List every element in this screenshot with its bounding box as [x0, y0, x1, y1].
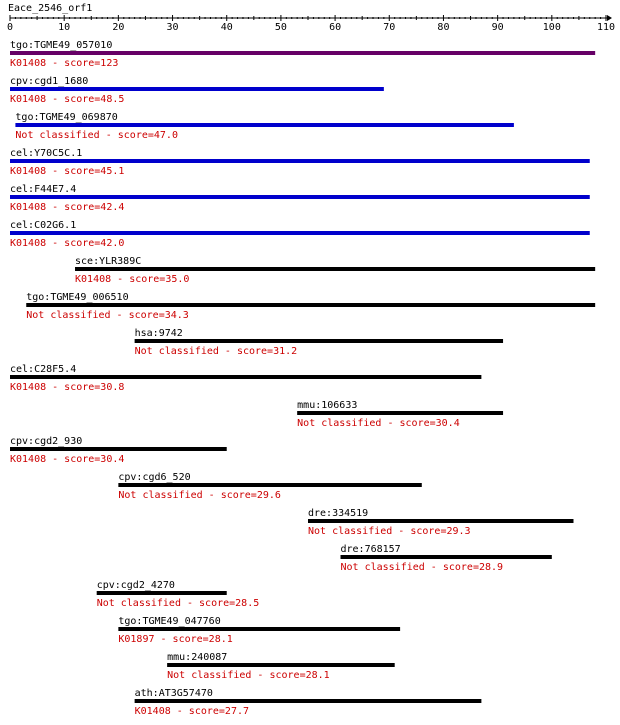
hit-row[interactable] — [15, 112, 513, 141]
hit-score: K01408 - score=35.0 — [75, 274, 190, 285]
hit-name[interactable]: cel:F44E7.4 — [10, 184, 77, 195]
axis-tick-label: 80 — [437, 22, 450, 33]
axis-tick-label: 110 — [596, 22, 616, 33]
hit-bar[interactable] — [341, 555, 552, 559]
hit-name[interactable]: cel:C28F5.4 — [10, 364, 77, 375]
hit-bar[interactable] — [118, 483, 421, 487]
hit-bar[interactable] — [10, 87, 384, 91]
hit-bar[interactable] — [26, 303, 595, 307]
axis-tick-label: 50 — [274, 22, 287, 33]
query-axis — [7, 15, 615, 33]
hit-row[interactable] — [167, 652, 395, 681]
hit-name[interactable]: cpv:cgd6_520 — [118, 472, 191, 483]
hit-bar[interactable] — [297, 411, 503, 415]
hit-bar[interactable] — [15, 123, 513, 127]
axis-tick-label: 10 — [58, 22, 71, 33]
hit-bar[interactable] — [167, 663, 395, 667]
hit-row[interactable] — [26, 292, 595, 321]
hit-row[interactable] — [135, 688, 482, 717]
hit-name[interactable]: hsa:9742 — [134, 328, 183, 339]
hit-score: Not classified - score=29.6 — [118, 490, 281, 501]
hit-row[interactable] — [10, 184, 590, 213]
hit-row[interactable] — [10, 220, 590, 249]
hit-name[interactable]: cel:Y70C5C.1 — [10, 148, 83, 159]
axis-tick-label: 40 — [220, 22, 233, 33]
hit-row[interactable] — [75, 256, 595, 285]
hit-row[interactable] — [10, 436, 227, 465]
hit-row[interactable] — [135, 328, 503, 357]
hit-row[interactable] — [10, 364, 481, 393]
hit-score: Not classified - score=29.3 — [308, 526, 471, 537]
hit-list — [10, 40, 595, 717]
hit-score: Not classified - score=28.5 — [96, 598, 260, 609]
axis-tick-label: 70 — [383, 22, 396, 33]
hit-name[interactable]: tgo:TGME49_006510 — [26, 292, 129, 303]
hit-bar[interactable] — [10, 51, 595, 55]
hit-score: K01408 - score=48.5 — [10, 94, 125, 105]
hit-name[interactable]: cpv:cgd2_930 — [10, 436, 83, 447]
hit-bar[interactable] — [10, 231, 590, 235]
query-title: Eace_2546_orf1 — [8, 3, 93, 14]
hit-name[interactable]: mmu:106633 — [297, 400, 358, 411]
hit-score: K01408 - score=45.1 — [10, 166, 125, 177]
hit-score: K01408 - score=27.7 — [134, 706, 250, 717]
hit-name[interactable]: sce:YLR389C — [75, 256, 142, 267]
axis-tick-label: 30 — [166, 22, 179, 33]
hit-name[interactable]: tgo:TGME49_069870 — [15, 112, 118, 123]
hit-bar[interactable] — [10, 159, 590, 163]
hit-name[interactable]: mmu:240087 — [167, 652, 228, 663]
hit-row[interactable] — [10, 148, 590, 177]
hit-bar[interactable] — [308, 519, 573, 523]
hit-bar[interactable] — [10, 447, 227, 451]
axis-tick-label: 20 — [112, 22, 125, 33]
hit-name[interactable]: dre:334519 — [308, 508, 369, 519]
hit-score: Not classified - score=47.0 — [15, 130, 178, 141]
hit-bar[interactable] — [135, 699, 482, 703]
axis-tick-label: 90 — [491, 22, 504, 33]
hit-name[interactable]: ath:AT3G57470 — [134, 688, 213, 699]
hit-bar[interactable] — [97, 591, 227, 595]
hit-name[interactable]: cpv:cgd1_1680 — [10, 76, 89, 87]
hit-name[interactable]: cel:C02G6.1 — [10, 220, 77, 231]
hit-name[interactable]: dre:768157 — [340, 544, 401, 555]
hit-bar[interactable] — [135, 339, 503, 343]
hit-name[interactable]: cpv:cgd2_4270 — [96, 580, 175, 591]
axis-arrow-icon — [607, 15, 612, 21]
hit-row[interactable] — [118, 616, 400, 645]
hit-score: K01408 - score=42.4 — [10, 202, 125, 213]
hit-score: Not classified - score=28.9 — [340, 562, 504, 573]
hit-bar[interactable] — [10, 195, 590, 199]
axis-tick-label: 0 — [6, 22, 14, 33]
hit-row[interactable] — [297, 400, 503, 429]
hit-name[interactable]: tgo:TGME49_057010 — [10, 40, 113, 51]
hit-name[interactable]: tgo:TGME49_047760 — [118, 616, 221, 627]
hit-bar[interactable] — [75, 267, 595, 271]
hit-bar[interactable] — [118, 627, 400, 631]
hit-score: K01408 - score=123 — [10, 58, 119, 69]
axis-tick-label: 60 — [329, 22, 342, 33]
hit-row[interactable] — [10, 76, 384, 105]
hit-score: Not classified - score=31.2 — [134, 346, 298, 357]
hit-score: K01408 - score=30.4 — [10, 454, 125, 465]
hit-row[interactable] — [308, 508, 573, 537]
hit-score: K01408 - score=42.0 — [10, 238, 125, 249]
hit-row[interactable] — [118, 472, 421, 501]
hit-row[interactable] — [97, 580, 260, 609]
hit-score: Not classified - score=28.1 — [167, 670, 330, 681]
hit-score: Not classified - score=34.3 — [26, 310, 189, 321]
hit-score: K01897 - score=28.1 — [118, 634, 233, 645]
axis-tick-label: 100 — [542, 22, 561, 33]
hit-score: K01408 - score=30.8 — [10, 382, 125, 393]
hit-row[interactable] — [10, 40, 595, 69]
hit-score: Not classified - score=30.4 — [297, 418, 460, 429]
hit-bar[interactable] — [10, 375, 481, 379]
hit-row[interactable] — [341, 544, 552, 573]
